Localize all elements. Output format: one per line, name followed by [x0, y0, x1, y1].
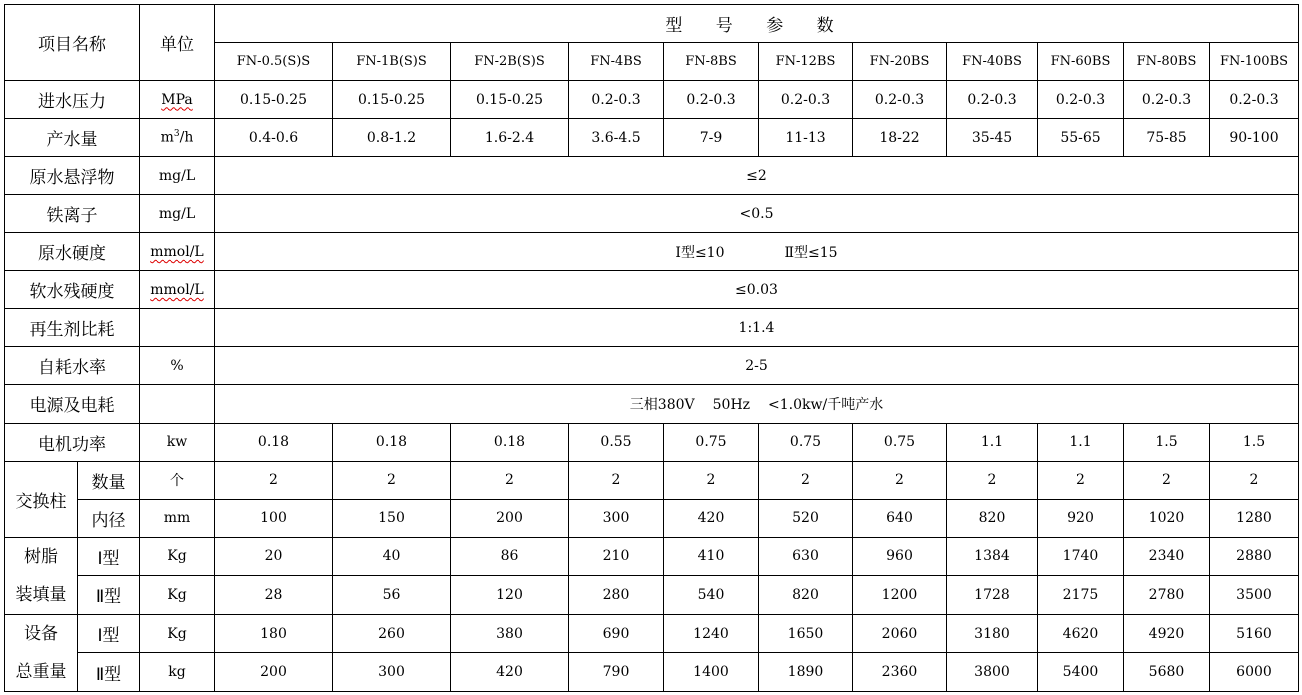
value-cell: 0.2-0.3 — [569, 81, 664, 119]
value-cell: 380 — [451, 614, 569, 653]
merged-value: ≤0.03 — [735, 281, 778, 298]
value-cell: 56 — [333, 576, 451, 615]
value-cell: 0.18 — [215, 423, 333, 461]
merged-value-cell — [215, 385, 1299, 423]
sub-label: Ⅱ型 — [78, 653, 140, 692]
value-cell: 4920 — [1124, 614, 1210, 653]
model-header-cell: FN-1B(S)S — [333, 43, 451, 81]
value-cell: 1650 — [759, 614, 853, 653]
model-header-cell: FN-20BS — [853, 43, 947, 81]
value-cell: 0.2-0.3 — [1210, 81, 1299, 119]
row-label: 自耗水率 — [5, 347, 140, 385]
value-cell: 630 — [759, 537, 853, 576]
value-cell: 1.1 — [1038, 423, 1124, 461]
value-cell: 2780 — [1124, 576, 1210, 615]
model-header-cell: FN-12BS — [759, 43, 853, 81]
value-cell: 1890 — [759, 653, 853, 692]
self-water-rate-row — [5, 347, 1299, 385]
merged-value-cell — [215, 271, 1299, 309]
value-cell: 4620 — [1038, 614, 1124, 653]
value-cell: 210 — [569, 537, 664, 576]
value-cell: 2 — [947, 461, 1038, 499]
power-frequency: 50Hz — [712, 396, 751, 413]
inlet-pressure-row — [5, 81, 1299, 119]
value-cell: 1200 — [853, 576, 947, 615]
value-cell: 0.8-1.2 — [333, 119, 451, 157]
unit-cell — [140, 233, 215, 271]
value-cell: 200 — [451, 499, 569, 537]
value-cell: 790 — [569, 653, 664, 692]
value-cell: 0.15-0.25 — [333, 81, 451, 119]
merged-value-cell — [215, 195, 1299, 233]
value-cell: 2 — [1210, 461, 1299, 499]
value-cell: 3800 — [947, 653, 1038, 692]
power-consumption: <1.0kw/千吨产水 — [768, 396, 884, 413]
value-cell: 2880 — [1210, 537, 1299, 576]
value-cell: 2175 — [1038, 576, 1124, 615]
unit-cell — [140, 157, 215, 195]
power-supply-row — [5, 385, 1299, 423]
value-cell: 820 — [947, 499, 1038, 537]
value-cell: 2 — [569, 461, 664, 499]
unit-cell — [140, 81, 215, 119]
model-header-cell: FN-2B(S)S — [451, 43, 569, 81]
unit-cell — [140, 385, 215, 423]
equipment-weight-label — [5, 614, 78, 691]
unit-cell: Kg — [140, 537, 215, 576]
model-header-cell: FN-80BS — [1124, 43, 1210, 81]
parameter-table — [4, 4, 1299, 692]
value-cell: 2 — [1038, 461, 1124, 499]
value-cell: 0.75 — [664, 423, 759, 461]
value-cell: 1.5 — [1124, 423, 1210, 461]
value-cell: 120 — [451, 576, 569, 615]
unit-tail: /h — [179, 129, 194, 146]
suspended-solids-row — [5, 157, 1299, 195]
sub-label: Ⅰ型 — [78, 537, 140, 576]
iron-ion-row — [5, 195, 1299, 233]
value-cell: 2 — [215, 461, 333, 499]
water-output-row — [5, 119, 1299, 157]
sub-label: Ⅱ型 — [78, 576, 140, 615]
value-cell: 86 — [451, 537, 569, 576]
row-label: 电源及电耗 — [5, 385, 140, 423]
unit-cell — [140, 347, 215, 385]
exchange_column-row-1 — [5, 461, 1299, 499]
value-cell: 35-45 — [947, 119, 1038, 157]
value-cell: 690 — [569, 614, 664, 653]
merged-value: <0.5 — [739, 205, 774, 222]
value-cell: 3.6-4.5 — [569, 119, 664, 157]
value-cell: 5400 — [1038, 653, 1124, 692]
value-cell: 0.18 — [333, 423, 451, 461]
value-cell: 520 — [759, 499, 853, 537]
value-cell: 100 — [215, 499, 333, 537]
unit-cell: kg — [140, 653, 215, 692]
row-label: 产水量 — [5, 119, 140, 157]
value-cell: 55-65 — [1038, 119, 1124, 157]
unit-header: 单位 — [140, 5, 215, 81]
value-cell: 410 — [664, 537, 759, 576]
value-cell: 960 — [853, 537, 947, 576]
sub-label: 内径 — [78, 499, 140, 537]
unit-superscript: 3 — [173, 129, 180, 140]
value-cell: 0.2-0.3 — [1124, 81, 1210, 119]
value-cell: 420 — [664, 499, 759, 537]
value-cell: 0.2-0.3 — [1038, 81, 1124, 119]
value-cell: 0.2-0.3 — [853, 81, 947, 119]
label-line-1: 树脂 — [24, 546, 58, 567]
value-cell: 1740 — [1038, 537, 1124, 576]
merged-value: 2-5 — [745, 357, 768, 374]
power-phase: 三相380V — [629, 396, 695, 413]
value-cell: 11-13 — [759, 119, 853, 157]
merged-value: 1:1.4 — [738, 319, 775, 336]
table-body — [5, 5, 1299, 692]
value-cell: 1.1 — [947, 423, 1038, 461]
value-cell: 18-22 — [853, 119, 947, 157]
value-cell: 2 — [664, 461, 759, 499]
unit-cell — [140, 195, 215, 233]
unit-cell — [140, 423, 215, 461]
value-cell: 1240 — [664, 614, 759, 653]
value-cell: 280 — [569, 576, 664, 615]
row-label: 电机功率 — [5, 423, 140, 461]
sub-label: 数量 — [78, 461, 140, 499]
value-cell: 3500 — [1210, 576, 1299, 615]
unit-text: % — [170, 357, 184, 374]
value-cell: 150 — [333, 499, 451, 537]
value-cell: 28 — [215, 576, 333, 615]
value-cell: 0.18 — [451, 423, 569, 461]
unit-cell — [140, 271, 215, 309]
merged-value-cell — [215, 309, 1299, 347]
unit-text: MPa — [161, 91, 193, 108]
value-cell: 20 — [215, 537, 333, 576]
exchange_column-row-2 — [5, 499, 1299, 537]
value-cell: 2 — [333, 461, 451, 499]
row-label: 原水硬度 — [5, 233, 140, 271]
value-cell: 920 — [1038, 499, 1124, 537]
hardness-type1: Ⅰ型≤10 — [675, 244, 725, 261]
hardness-type2: Ⅱ型≤15 — [784, 244, 838, 261]
equipment_weight-row-2 — [5, 653, 1299, 692]
value-cell: 2060 — [853, 614, 947, 653]
resin-fill-label — [5, 537, 78, 614]
value-cell: 0.15-0.25 — [451, 81, 569, 119]
merged-value-cell — [215, 233, 1299, 271]
row-label: 铁离子 — [5, 195, 140, 233]
merged-value: ≤2 — [746, 167, 767, 184]
value-cell: 7-9 — [664, 119, 759, 157]
equipment_weight-row-1 — [5, 614, 1299, 653]
value-cell: 0.2-0.3 — [664, 81, 759, 119]
value-cell: 300 — [333, 653, 451, 692]
merged-value-cell — [215, 347, 1299, 385]
header-row — [5, 5, 1299, 43]
value-cell: 5680 — [1124, 653, 1210, 692]
unit-cell: Kg — [140, 614, 215, 653]
unit-cell — [140, 119, 215, 157]
value-cell: 0.15-0.25 — [215, 81, 333, 119]
resin_fill-row-1 — [5, 537, 1299, 576]
sub-label: Ⅰ型 — [78, 614, 140, 653]
value-cell: 2360 — [853, 653, 947, 692]
value-cell: 200 — [215, 653, 333, 692]
row-label: 软水残硬度 — [5, 271, 140, 309]
value-cell: 1400 — [664, 653, 759, 692]
value-cell: 0.2-0.3 — [947, 81, 1038, 119]
unit-cell — [140, 309, 215, 347]
unit-cell: mm — [140, 499, 215, 537]
model-header-cell: FN-8BS — [664, 43, 759, 81]
unit-text: mg/L — [158, 205, 196, 222]
value-cell: 40 — [333, 537, 451, 576]
value-cell: 0.55 — [569, 423, 664, 461]
unit-text: mg/L — [158, 167, 196, 184]
value-cell: 1.5 — [1210, 423, 1299, 461]
unit-cell: Kg — [140, 576, 215, 615]
value-cell: 90-100 — [1210, 119, 1299, 157]
value-cell: 0.75 — [759, 423, 853, 461]
value-cell: 2 — [451, 461, 569, 499]
value-cell: 1.6-2.4 — [451, 119, 569, 157]
value-cell: 540 — [664, 576, 759, 615]
value-cell: 2 — [1124, 461, 1210, 499]
value-cell: 1384 — [947, 537, 1038, 576]
row-label: 进水压力 — [5, 81, 140, 119]
model-header-cell: FN-40BS — [947, 43, 1038, 81]
label-line-2: 总重量 — [15, 661, 67, 682]
label-line-2: 装填量 — [15, 584, 67, 605]
value-cell: 260 — [333, 614, 451, 653]
model-header-cell: FN-4BS — [569, 43, 664, 81]
value-cell: 420 — [451, 653, 569, 692]
item-name-header: 项目名称 — [5, 5, 140, 81]
soft-hardness-row — [5, 271, 1299, 309]
motor-power-row — [5, 423, 1299, 461]
unit-text: mmol/L — [150, 243, 204, 260]
value-cell: 3180 — [947, 614, 1038, 653]
exchange-column-label: 交换柱 — [5, 461, 78, 537]
value-cell: 1280 — [1210, 499, 1299, 537]
model-params-header: 型 号 参 数 — [215, 5, 1299, 43]
model-header-cell: FN-0.5(S)S — [215, 43, 333, 81]
value-cell: 0.4-0.6 — [215, 119, 333, 157]
value-cell: 1020 — [1124, 499, 1210, 537]
value-cell: 2340 — [1124, 537, 1210, 576]
value-cell: 6000 — [1210, 653, 1299, 692]
value-cell: 1728 — [947, 576, 1038, 615]
value-cell: 180 — [215, 614, 333, 653]
value-cell: 2 — [853, 461, 947, 499]
value-cell: 820 — [759, 576, 853, 615]
value-cell: 0.75 — [853, 423, 947, 461]
unit-cell: 个 — [140, 461, 215, 499]
value-cell: 640 — [853, 499, 947, 537]
unit-text: mmol/L — [150, 281, 204, 298]
value-cell: 75-85 — [1124, 119, 1210, 157]
value-cell: 2 — [759, 461, 853, 499]
label-line-1: 设备 — [24, 623, 58, 644]
regenerant-ratio-row — [5, 309, 1299, 347]
unit-base: m — [160, 129, 174, 146]
raw-hardness-row — [5, 233, 1299, 271]
value-cell: 5160 — [1210, 614, 1299, 653]
unit-text: kw — [166, 434, 188, 451]
value-cell: 300 — [569, 499, 664, 537]
merged-value-cell — [215, 157, 1299, 195]
value-cell: 0.2-0.3 — [759, 81, 853, 119]
model-header-cell: FN-100BS — [1210, 43, 1299, 81]
resin_fill-row-2 — [5, 576, 1299, 615]
row-label: 再生剂比耗 — [5, 309, 140, 347]
row-label: 原水悬浮物 — [5, 157, 140, 195]
model-header-cell: FN-60BS — [1038, 43, 1124, 81]
